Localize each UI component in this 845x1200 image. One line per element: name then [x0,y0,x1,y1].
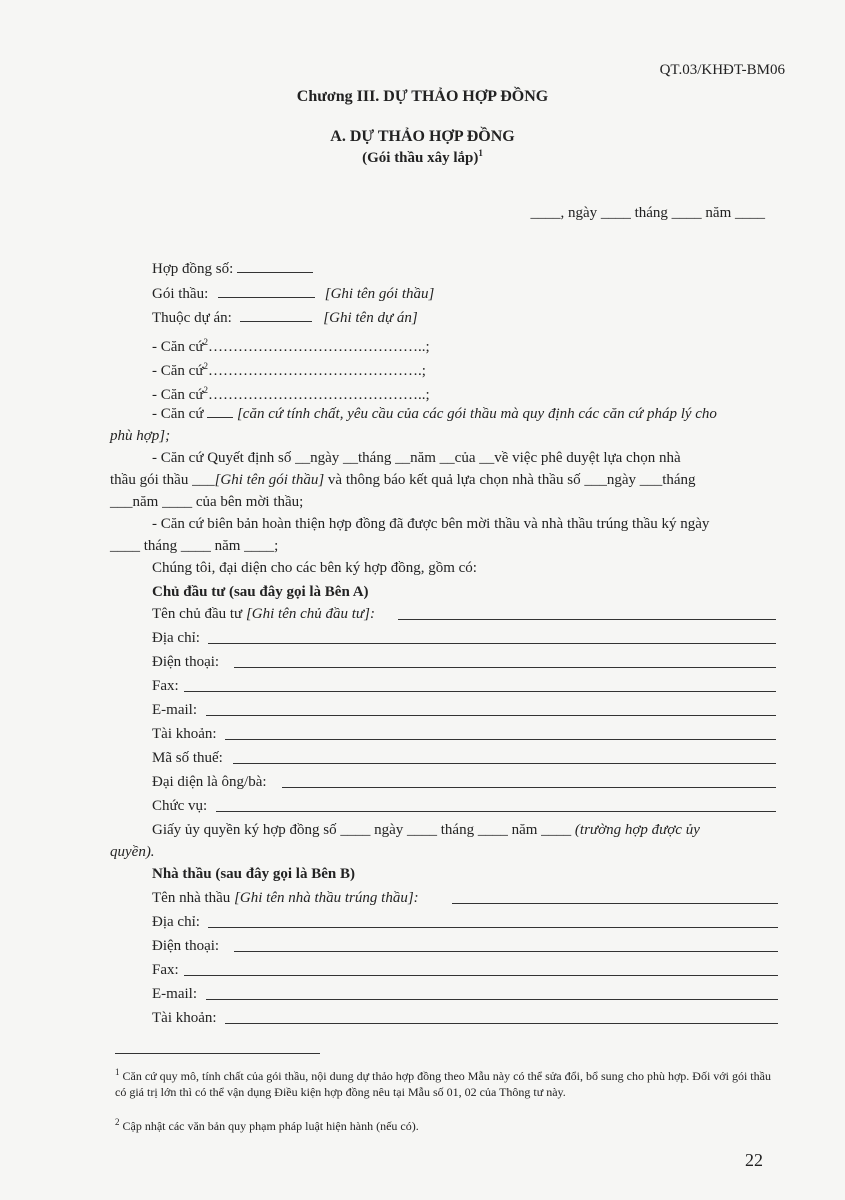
document-title: A. DỰ THẢO HỢP ĐỒNG [330,128,515,145]
party-b-phone-label: Điện thoại: [152,938,220,954]
party-b-name-line [452,903,778,904]
party-a-name-row [152,603,375,626]
page-number: 22 [745,1150,763,1170]
party-a-phone-line [234,667,776,668]
party-b-heading: Nhà thầu (sau đây gọi là Bên B) [152,866,355,882]
party-b-name-row [152,887,419,910]
party-a-fax-label: Fax: [152,678,179,694]
package-blank [218,283,315,298]
date-line: ____, ngày ____ tháng ____ năm ____ [530,205,765,221]
basis-label: - Căn cứ [152,363,204,379]
basis-label: - Căn cứ [152,387,204,403]
footnote-ref: 1 [478,148,483,158]
basis-dots: …………………………………….; [207,363,426,379]
document-subtitle [0,148,845,167]
party-a-auth-text: Giấy ủy quyền ký hợp đồng số ____ ngày ____ tháng ____ năm ____ [152,822,575,838]
party-a-auth-hint-cont: quyền). [110,844,155,860]
party-b-account-line [225,1023,778,1024]
project-blank [240,307,312,322]
party-b-email-label: E-mail: [152,986,197,1002]
basis-label: - Căn cứ [152,339,204,355]
party-a-fax-line [184,691,776,692]
chapter-heading: Chương III. DỰ THẢO HỢP ĐỒNG [296,88,549,105]
party-a-address-line [208,643,776,644]
footnote-mark: 2 [115,1117,120,1127]
decision-hint: [Ghi tên gói thầu] [214,472,325,488]
footnote-2-text: Cập nhật các văn bản quy phạm pháp luật hiện hành (nếu có). [122,1119,419,1133]
party-b-phone-line [234,951,778,952]
party-a-account-line [225,739,776,740]
party-b-fax-line [184,975,778,976]
party-b-name-hint: [Ghi tên nhà thầu trúng thầu]: [234,890,419,906]
contract-number-row [152,258,313,281]
basis4-prefix: - Căn cứ [152,406,204,422]
party-a-phone-label: Điện thoại: [152,654,220,670]
party-a-position-line [216,811,776,812]
minutes-row-a: - Căn cứ biên bản hoàn thiện hợp đồng đã được bên mời thầu và nhà thầu trúng thầu ký ngày [152,516,710,532]
decision-text-2: và thông báo kết quả lựa chọn nhà thầu số ___ngày ___tháng [324,472,696,488]
contract-number-blank [237,258,313,273]
footnote-2 [115,1114,775,1134]
party-a-name-line [398,619,776,620]
basis4-blank [207,403,233,418]
basis4-hint: [căn cứ tính chất, yêu cầu của các gói thầu mà quy định các căn cứ pháp lý cho [236,406,717,422]
document-code: QT.03/KHĐT-BM06 [659,62,785,78]
footnote-separator [115,1053,320,1054]
project-row [152,307,418,330]
intro-text: Chúng tôi, đại diện cho các bên ký hợp đồng, gồm có: [152,560,477,576]
decision-text: thầu gói thầu ___ [110,472,215,488]
basis-row-4 [152,403,717,426]
party-b-name-label: Tên nhà thầu [152,890,235,906]
footnote-1 [115,1064,775,1100]
party-a-address-label: Địa chỉ: [152,630,200,646]
party-b-account-label: Tài khoản: [152,1010,217,1026]
party-a-name-label: Tên chủ đầu tư [152,606,246,622]
party-a-tax-label: Mã số thuế: [152,750,223,766]
subtitle-text: (Gói thầu xây lắp) [362,150,479,166]
project-hint: [Ghi tên dự án] [323,310,418,326]
footnote-mark: 1 [115,1067,120,1077]
party-a-email-label: E-mail: [152,702,197,718]
party-b-address-line [208,927,778,928]
party-a-email-line [206,715,776,716]
basis-dots: ……………………………………..; [207,339,430,355]
basis4-hint-cont: phù hợp]; [110,428,171,444]
party-b-address-label: Địa chỉ: [152,914,200,930]
package-label: Gói thầu: [152,286,209,302]
minutes-row-b: ____ tháng ____ năm ____; [110,538,279,554]
party-a-position-label: Chức vụ: [152,798,208,814]
party-b-fax-label: Fax: [152,962,179,978]
decision-row-b [110,469,696,492]
party-b-email-line [206,999,778,1000]
footnote-ref: 2 [203,385,208,395]
contract-number-label: Hợp đồng số: [152,261,234,277]
party-a-auth-row [152,819,700,842]
party-a-auth-hint: (trường hợp được ủy [574,822,700,838]
party-a-tax-line [233,763,776,764]
party-a-rep-label: Đại diện là ông/bà: [152,774,267,790]
basis-dots: ……………………………………..; [207,387,430,403]
package-hint: [Ghi tên gói thầu] [324,286,435,302]
project-label: Thuộc dự án: [152,310,232,326]
party-a-account-label: Tài khoản: [152,726,217,742]
party-a-rep-line [282,787,776,788]
party-a-heading: Chủ đầu tư (sau đây gọi là Bên A) [152,584,369,600]
package-row [152,283,434,306]
decision-row-c: ___năm ____ của bên mời thầu; [110,494,304,510]
decision-row-a: - Căn cứ Quyết định số __ngày __tháng __năm __của __về việc phê duyệt lựa chọn nhà [152,450,681,466]
party-a-name-hint: [Ghi tên chủ đầu tư]: [245,606,375,622]
footnote-ref: 2 [203,337,208,347]
footnote-ref: 2 [203,361,208,371]
footnote-1-text: Căn cứ quy mô, tính chất của gói thầu, nội dung dự thảo hợp đồng theo Mẫu này có thể sửa đổi, bổ sung cho phù hợp. Đối với gói thầu có giá trị lớn thì có thể vận dụng Điều kiện hợp đồng nêu tại Mẫu số 01, 02 của Thông tư này. [115,1069,771,1099]
